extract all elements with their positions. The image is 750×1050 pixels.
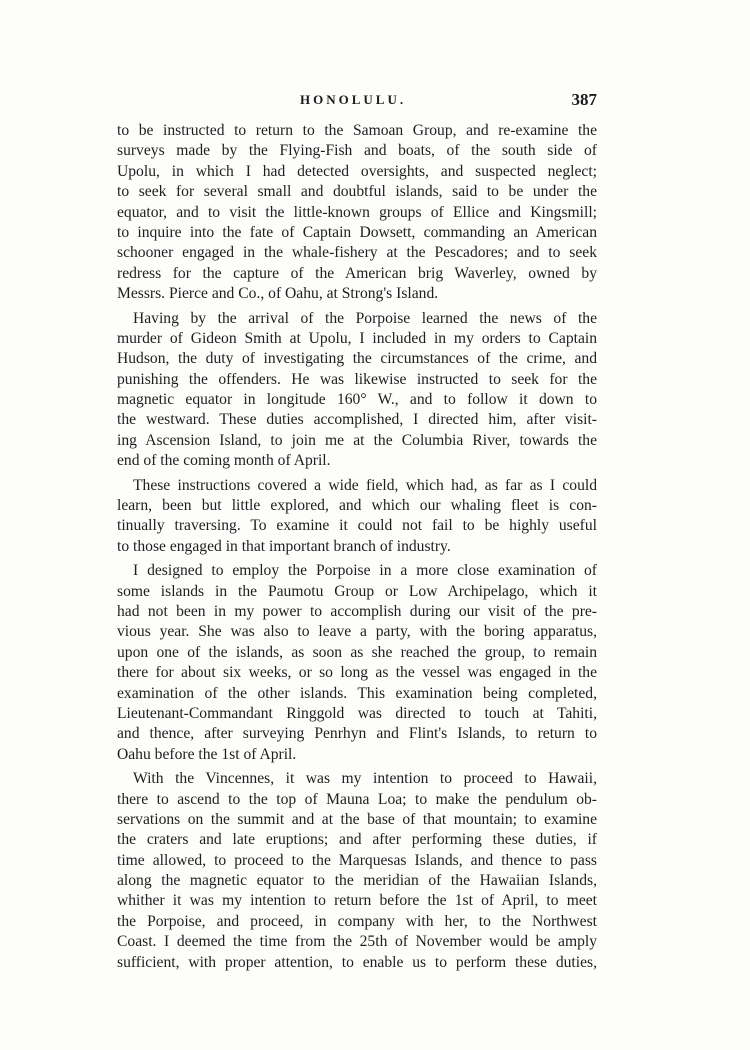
text-line: redress for the capture of the American brig Waverley, owned by [117,264,597,282]
text-line: learn, been but little explored, and which our whaling fleet is con- [117,497,597,515]
text-line: and thence, after surveying Penrhyn and Flint's Islands, to return to [117,725,597,743]
text-line: I designed to employ the Porpoise in a more close examination of [133,562,597,580]
text-line: Coast. I deemed the time from the 25th of November would be amply [117,933,597,951]
text-line: end of the coming month of April. [117,452,331,470]
text-line: These instructions covered a wide field, which had, as far as I could [133,476,597,494]
text-line: Having by the arrival of the Porpoise learned the news of the [133,309,597,327]
text-line: upon one of the islands, as soon as she reached the group, to remain [117,643,597,661]
text-line: Oahu before the 1st of April. [117,745,297,763]
text-line: along the magnetic equator to the meridian of the Hawaiian Islands, [117,872,597,890]
text-line: there for about six weeks, or so long as the vessel was engaged in the [117,664,597,682]
text-line: there to ascend to the top of Mauna Loa; to make the pendulum ob- [117,790,597,808]
text-line: surveys made by the Flying-Fish and boats, of the south side of [117,142,597,160]
text-line: Lieutenant-Commandant Ringgold was directed to touch at Tahiti, [117,704,597,722]
text-line: Messrs. Pierce and Co., of Oahu, at Strong's Island. [117,285,439,303]
text-line: vious year. She was also to leave a party, with the boring apparatus, [117,623,597,641]
text-line: to inquire into the fate of Captain Dowsett, commanding an American [117,223,597,241]
text-line: to seek for several small and doubtful islands, said to be under the [117,183,597,201]
paragraph [117,121,597,305]
paragraph [117,561,597,765]
text-line: to those engaged in that important branch of industry. [117,537,451,555]
text-line: ing Ascension Island, to join me at the Columbia River, towards the [117,431,597,449]
text-line: servations on the summit and at the base of that mountain; to examine [117,810,597,828]
text-line: equator, and to visit the little-known groups of Ellice and Kingsmill; [117,203,597,221]
text-line: had not been in my power to accomplish during our visit of the pre- [117,602,597,620]
text-line: examination of the other islands. This examination being completed, [117,684,597,702]
text-line: some islands in the Paumotu Group or Low Archipelago, which it [117,582,597,600]
paragraph [117,476,597,558]
text-line: murder of Gideon Smith at Upolu, I included in my orders to Captain [117,329,597,347]
paragraph [117,309,597,472]
text-line: With the Vincennes, it was my intention to proceed to Hawaii, [133,770,597,788]
text-line: Hudson, the duty of investigating the circumstances of the crime, and [117,350,597,368]
text-line: whither it was my intention to return before the 1st of April, to meet [117,892,597,910]
text-line: the craters and late eruptions; and after performing these duties, if [117,831,597,849]
text-line: to be instructed to return to the Samoan Group, and re-examine the [117,122,597,139]
text-line: sufficient, with proper attention, to enable us to perform these duties, [117,953,597,971]
text-line: punishing the offenders. He was likewise instructed to seek for the [117,370,597,388]
body-text [117,121,597,973]
text-line: magnetic equator in longitude 160° W., and to follow it down to [117,391,597,409]
text-line: time allowed, to proceed to the Marquesas Islands, and thence to pass [117,851,597,869]
text-line: schooner engaged in the whale-fishery at the Pescadores; and to seek [117,244,597,262]
running-head: HONOLULU. [300,92,407,107]
page-header [117,92,597,114]
text-line: the westward. These duties accomplished, I directed him, after visit- [117,411,597,429]
paragraph [117,769,597,973]
text-line: tinually traversing. To examine it could not fail to be highly useful [117,517,597,535]
text-line: the Porpoise, and proceed, in company with her, to the Northwest [117,912,597,930]
page-number: 387 [571,90,597,109]
text-line: Upolu, in which I had detected oversights, and suspected neglect; [117,162,597,180]
